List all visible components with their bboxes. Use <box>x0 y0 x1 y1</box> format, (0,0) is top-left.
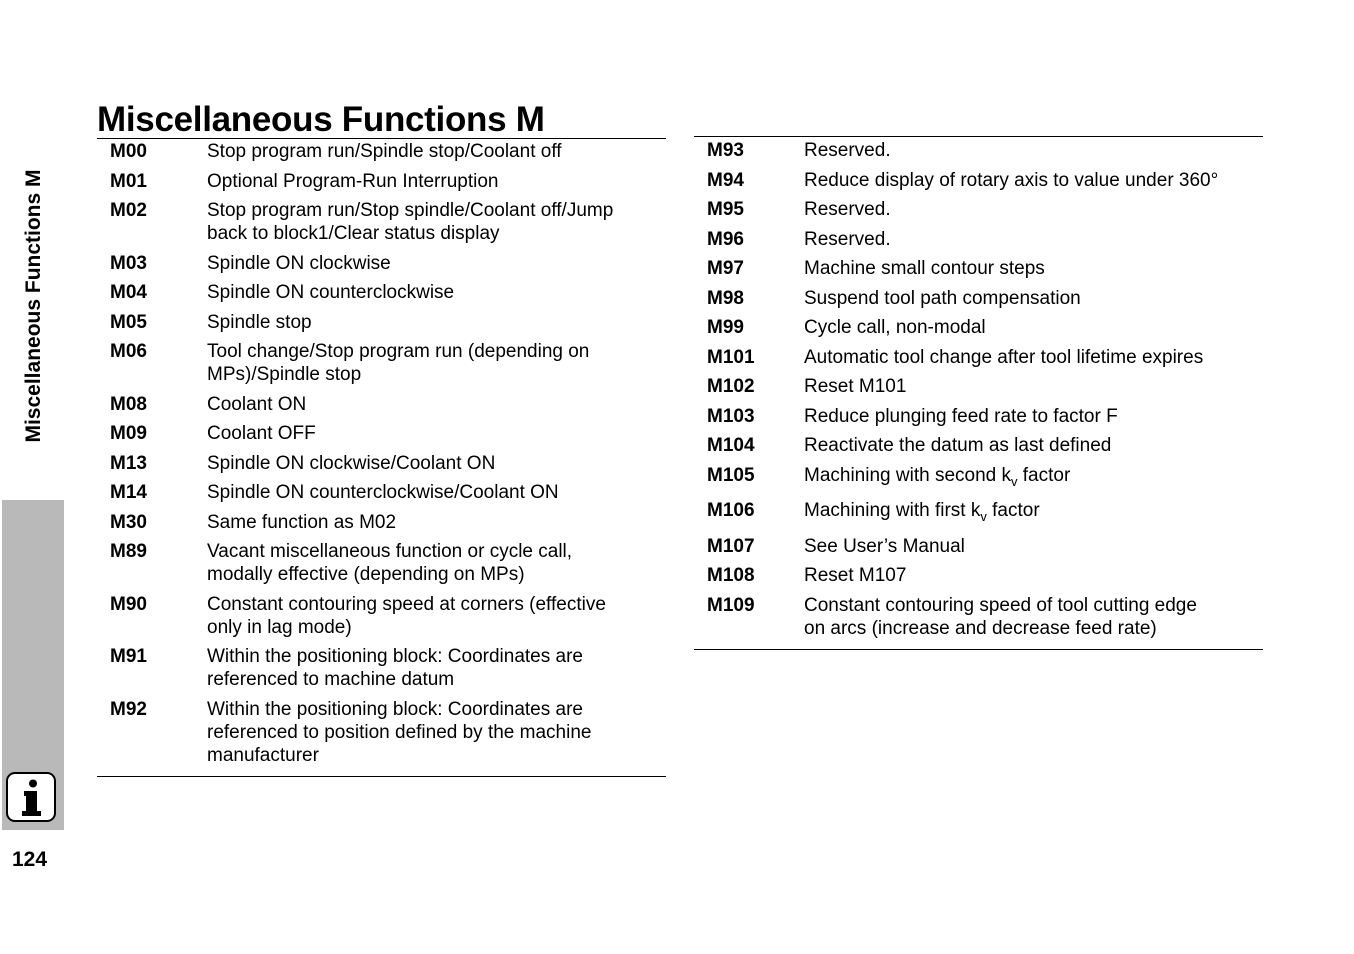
m-code: M108 <box>707 565 755 586</box>
m-description: Suspend tool path compensation <box>804 287 1081 309</box>
table-row <box>97 139 666 169</box>
m-description: Reserved. <box>804 140 891 161</box>
m-code: M06 <box>110 341 147 362</box>
table-row <box>97 339 666 392</box>
m-code: M03 <box>110 252 147 274</box>
info-glyph <box>8 774 54 820</box>
m-description: Same function as M02 <box>207 511 397 533</box>
table-row <box>694 315 1263 345</box>
m-code: M91 <box>110 646 147 667</box>
side-chapter-label: Miscellaneous Functions M <box>22 169 45 443</box>
m-code: M92 <box>110 698 147 720</box>
table-row <box>97 539 666 592</box>
m-description: Stop program run/Spindle stop/Coolant off <box>207 141 562 162</box>
table-row <box>694 256 1263 286</box>
m-description: Spindle ON clockwise/Coolant ON <box>207 452 496 474</box>
m-code: M01 <box>110 170 147 192</box>
table-row <box>694 593 1263 646</box>
m-code: M109 <box>707 594 755 616</box>
m-description: Coolant ON <box>207 393 307 415</box>
table-row <box>694 404 1263 434</box>
m-description: Coolant OFF <box>207 423 316 444</box>
table-row <box>97 280 666 310</box>
m-description: Reactivate the datum as last defined <box>804 435 1112 456</box>
table-row <box>694 345 1263 375</box>
m-code: M97 <box>707 258 744 279</box>
m-description: Reduce display of rotary axis to value under 360° <box>804 169 1219 191</box>
m-description: Within the positioning block: Coordinates are referenced to machine datum <box>207 646 583 690</box>
m-description: See User’s Manual <box>804 535 965 557</box>
m-description <box>804 464 1263 493</box>
m-code: M30 <box>110 511 147 533</box>
m-code: M89 <box>110 541 147 562</box>
m-code: M04 <box>110 282 147 303</box>
table-row <box>694 498 1263 534</box>
description-text: factor <box>1017 464 1071 486</box>
m-description: Reserved. <box>804 199 891 220</box>
m-code: M90 <box>110 593 147 615</box>
m-code: M96 <box>707 228 744 250</box>
m-code: M103 <box>707 405 755 427</box>
page-title: Miscellaneous Functions M <box>97 100 545 140</box>
m-description: Automatic tool change after tool lifetime expires <box>804 346 1204 368</box>
table-row <box>97 510 666 540</box>
table-row <box>97 592 666 645</box>
table-row <box>97 451 666 481</box>
table-row <box>694 168 1263 198</box>
m-code: M104 <box>707 435 755 456</box>
m-code: M106 <box>707 500 755 521</box>
description-text: Machining with second k <box>804 464 1011 486</box>
table-row <box>97 169 666 199</box>
m-description: Reserved. <box>804 228 891 250</box>
table-row <box>694 534 1263 564</box>
m-code: M95 <box>707 199 744 220</box>
m-description: Spindle ON counterclockwise/Coolant ON <box>207 482 559 503</box>
table-row <box>694 374 1263 404</box>
m-description: Reduce plunging feed rate to factor F <box>804 405 1118 427</box>
m-code: M09 <box>110 423 147 444</box>
table-row <box>694 137 1263 168</box>
m-description: Spindle stop <box>207 311 312 333</box>
m-code: M00 <box>110 141 147 162</box>
m-code: M105 <box>707 464 755 486</box>
table-row <box>97 697 666 773</box>
m-description: Optional Program-Run Interruption <box>207 170 499 192</box>
m-code: M94 <box>707 169 744 191</box>
m-description: Stop program run/Stop spindle/Coolant off/Jump back to block1/Clear status display <box>207 200 614 244</box>
info-icon[interactable] <box>6 772 56 822</box>
m-code: M93 <box>707 140 744 161</box>
m-code: M107 <box>707 535 755 557</box>
table-row <box>694 463 1263 499</box>
page-number: 124 <box>12 848 48 871</box>
m-description: Tool change/Stop program run (depending on MPs)/Spindle stop <box>207 341 590 385</box>
table-row <box>97 480 666 510</box>
m-code: M102 <box>707 376 755 397</box>
m-code: M101 <box>707 346 755 368</box>
m-code: M98 <box>707 287 744 309</box>
subscript-v: v <box>980 509 987 524</box>
table-row <box>97 392 666 422</box>
m-description: Within the positioning block: Coordinates are referenced to position defined by the machine manufacturer <box>207 698 592 766</box>
m-description: Vacant miscellaneous function or cycle call, modally effective (depending on MPs) <box>207 541 573 585</box>
table-row <box>694 197 1263 227</box>
m-description: Constant contouring speed at corners (effective only in lag mode) <box>207 593 606 638</box>
m-code: M08 <box>110 393 147 415</box>
m-code: M05 <box>110 311 147 333</box>
description-text: factor <box>986 500 1040 521</box>
m-code: M99 <box>707 317 744 338</box>
table-row <box>97 198 666 251</box>
m-description <box>804 499 1263 528</box>
m-description: Spindle ON clockwise <box>207 252 391 274</box>
table-row <box>97 310 666 340</box>
m-function-table-left <box>97 138 666 777</box>
m-description: Spindle ON counterclockwise <box>207 282 455 303</box>
m-code: M13 <box>110 452 147 474</box>
m-description: Constant contouring speed of tool cutting edge on arcs (increase and decrease feed rate) <box>804 594 1197 639</box>
table-row <box>694 227 1263 257</box>
table-row <box>97 251 666 281</box>
m-description: Machine small contour steps <box>804 258 1045 279</box>
table-row <box>694 433 1263 463</box>
m-description: Reset M107 <box>804 565 907 586</box>
table-row <box>97 644 666 697</box>
m-code: M02 <box>110 200 147 221</box>
m-description: Cycle call, non-modal <box>804 317 986 338</box>
subscript-v: v <box>1011 473 1018 489</box>
table-row <box>694 286 1263 316</box>
m-description: Reset M101 <box>804 376 907 397</box>
table-row <box>694 563 1263 593</box>
description-text: Machining with first k <box>804 500 981 521</box>
m-function-table-right <box>694 136 1263 650</box>
m-code: M14 <box>110 482 147 503</box>
table-row <box>97 421 666 451</box>
